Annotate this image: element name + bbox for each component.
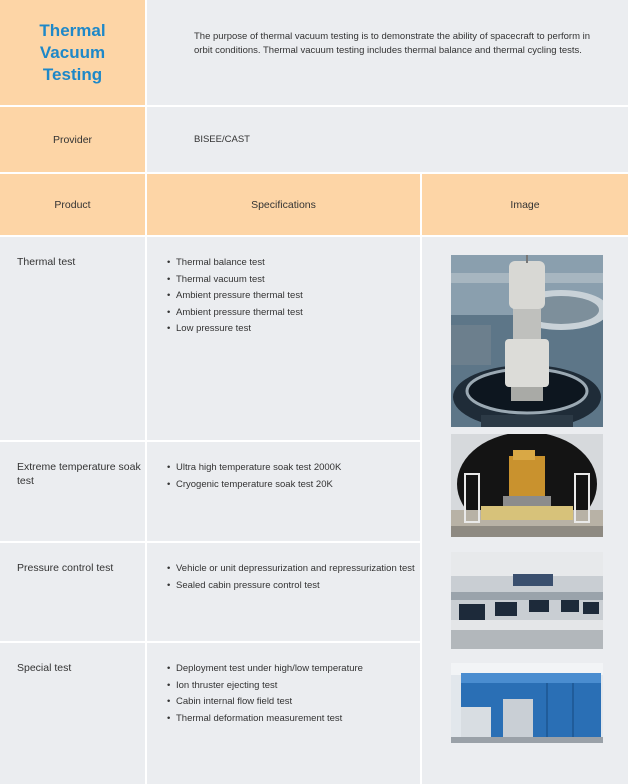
row-product-pressure-control: Pressure control test	[0, 543, 145, 641]
provider-label: Provider	[0, 107, 145, 172]
spec-item: • Thermal balance test	[167, 255, 420, 272]
row-product-thermal-test: Thermal test	[0, 237, 145, 440]
spec-item: • Ion thruster ejecting test	[167, 678, 420, 695]
header-specifications: Specifications	[147, 174, 420, 235]
row-spec-thermal-test	[147, 237, 420, 440]
page-title-text: Thermal Vacuum Testing	[39, 20, 106, 84]
spacecraft-chamber-image	[451, 255, 603, 427]
spec-item: • Ultra high temperature soak test 2000K	[167, 460, 420, 477]
row-product-extreme-temperature: Extreme temperature soak test	[0, 442, 145, 541]
row-product-special-test: Special test	[0, 643, 145, 784]
header-image: Image	[422, 174, 628, 235]
spec-item: • Cabin internal flow field test	[167, 694, 420, 711]
satellite-stand-image	[451, 434, 603, 537]
spec-item: • Thermal vacuum test	[167, 272, 420, 289]
provider-value: BISEE/CAST	[147, 107, 628, 172]
blue-chamber-image	[451, 663, 603, 743]
spec-item: • Deployment test under high/low temperature	[167, 661, 420, 678]
spec-item: • Vehicle or unit depressurization and repressurization test	[167, 561, 420, 578]
intro-text: The purpose of thermal vacuum testing is to demonstrate the ability of spacecraft to perform in orbit conditions. Thermal vacuum testing includes thermal balance and thermal cycling tests.	[147, 0, 628, 105]
spec-item: • Ambient pressure thermal test	[167, 305, 420, 322]
row-spec-pressure-control	[147, 543, 420, 641]
spec-item: • Sealed cabin pressure control test	[167, 578, 420, 595]
image-column	[422, 237, 628, 784]
header-product: Product	[0, 174, 145, 235]
control-room-image	[451, 552, 603, 649]
row-spec-special-test	[147, 643, 420, 784]
spec-item: • Low pressure test	[167, 321, 420, 338]
spec-item: • Cryogenic temperature soak test 20K	[167, 477, 420, 494]
page-title	[0, 0, 145, 105]
spec-item: • Thermal deformation measurement test	[167, 711, 420, 728]
row-spec-extreme-temperature	[147, 442, 420, 541]
spec-item: • Ambient pressure thermal test	[167, 288, 420, 305]
